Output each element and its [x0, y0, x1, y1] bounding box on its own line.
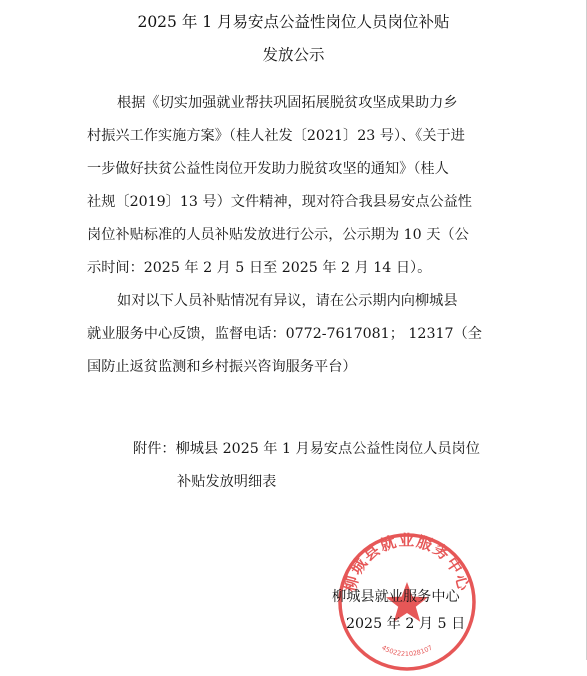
paragraph1-line: 社规〔2019〕13 号）文件精神，现对符合我县易安点公益性 [87, 194, 472, 210]
paragraph1-line: 村振兴工作实施方案》（桂人社发〔2021〕23 号）、《关于进 [87, 128, 465, 144]
paragraph1-line: 一步做好扶贫公益性岗位开发助力脱贫攻坚的通知》（桂人 [87, 161, 449, 177]
attachment-line: 补贴发放明细表 [177, 474, 277, 490]
svg-text:4502221028107: 4502221028107 [380, 643, 434, 658]
paragraph1-line: 岗位补贴标准的人员补贴发放进行公示，公示期为 10 天（公 [87, 227, 469, 243]
attachment-line: 附件：柳城县 2025 年 1 月易安点公益性岗位人员岗位 [133, 441, 480, 457]
signature-date: 2025 年 2 月 5 日 [346, 616, 466, 632]
paragraph2-line: 就业服务中心反馈，监督电话：0772-7617081； 12317（全 [87, 326, 482, 342]
document-title-line2: 发放公示 [262, 46, 325, 64]
paragraph2-line: 如对以下人员补贴情况有异议，请在公示期内向柳城县 [117, 293, 458, 309]
paragraph1-line: 示时间：2025 年 2 月 5 日至 2025 年 2 月 14 日）。 [87, 260, 432, 276]
signature-org: 柳城县就业服务中心 [332, 589, 460, 605]
document-title-line1: 2025 年 1 月易安点公益性岗位人员岗位补贴 [137, 13, 450, 31]
paragraph1-line: 根据《切实加强就业帮扶巩固拓展脱贫攻坚成果助力乡 [117, 95, 458, 111]
paragraph2-line: 国防止返贫监测和乡村振兴咨询服务平台） [87, 359, 357, 375]
svg-text:柳城县就业服务中心: 柳城县就业服务中心 [340, 530, 474, 594]
